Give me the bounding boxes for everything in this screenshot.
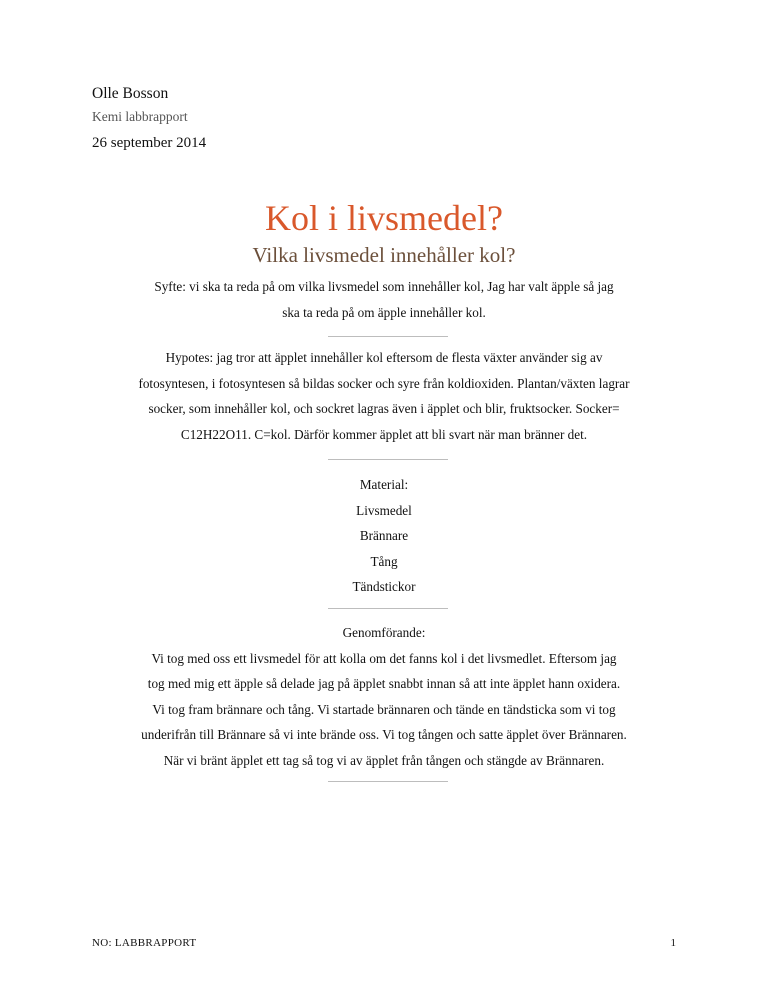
- material-item: Livsmedel: [356, 502, 412, 518]
- material-heading: Material:: [359, 477, 409, 492]
- genomforande-line: tog med mig ett äpple så delade jag på äpplet snabbt innan så att inte äpplet hann oxidera.: [147, 676, 621, 691]
- report-subject: Kemi labbrapport: [92, 109, 188, 124]
- hypotes-section: [64, 345, 704, 447]
- document-title: Kol i livsmedel?: [265, 198, 503, 238]
- syfte-line: Syfte: vi ska ta reda på om vilka livsmedel som innehåller kol, Jag har valt äpple så jag: [154, 279, 614, 294]
- section-divider: [328, 608, 448, 609]
- hypotes-line: C12H22O11. C=kol. Därför kommer äpplet att bli svart när man bränner det.: [180, 426, 588, 442]
- author-name: Olle Bosson: [92, 85, 169, 102]
- genomforande-line: Vi tog fram brännare och tång. Vi startade brännaren och tände en tändsticka som vi tog: [152, 701, 616, 717]
- material-section: [84, 472, 684, 600]
- section-divider: [328, 336, 448, 337]
- hypotes-line: fotosyntesen, i fotosyntesen så bildas socker och syre från koldioxiden. Plantan/växten lagrar: [138, 375, 630, 391]
- page-number: 1: [670, 937, 676, 949]
- genomforande-line: underifrån till Brännare så vi inte brände oss. Vi tog tången och satte äpplet över Brännaren.: [141, 727, 627, 742]
- genomforande-section: [64, 620, 704, 773]
- report-date: 26 september 2014: [92, 135, 207, 151]
- material-item: Brännare: [359, 528, 409, 543]
- document-subtitle: Vilka livsmedel innehåller kol?: [252, 243, 516, 267]
- material-item: Tång: [370, 553, 398, 569]
- section-divider: [328, 459, 448, 460]
- syfte-line: ska ta reda på om äpple innehåller kol.: [282, 304, 486, 320]
- hypotes-line: socker, som innehåller kol, och sockret lagras även i äpplet och blir, fruktsocker. Socker=: [148, 401, 620, 416]
- genomforande-line: När vi bränt äpplet ett tag så tog vi av äpplet från tången och stängde av Brännaren.: [163, 752, 605, 768]
- genomforande-heading: Genomförande:: [342, 625, 426, 640]
- section-divider: [328, 781, 448, 782]
- syfte-section: [84, 274, 684, 325]
- genomforande-line: Vi tog med oss ett livsmedel för att kolla om det fanns kol i det livsmedlet. Eftersom jag: [151, 650, 617, 666]
- footer-label: NO: LABBRAPPORT: [92, 937, 197, 949]
- hypotes-line: Hypotes: jag tror att äpplet innehåller kol eftersom de flesta växter använder sig av: [165, 350, 603, 365]
- material-item: Tändstickor: [352, 579, 416, 594]
